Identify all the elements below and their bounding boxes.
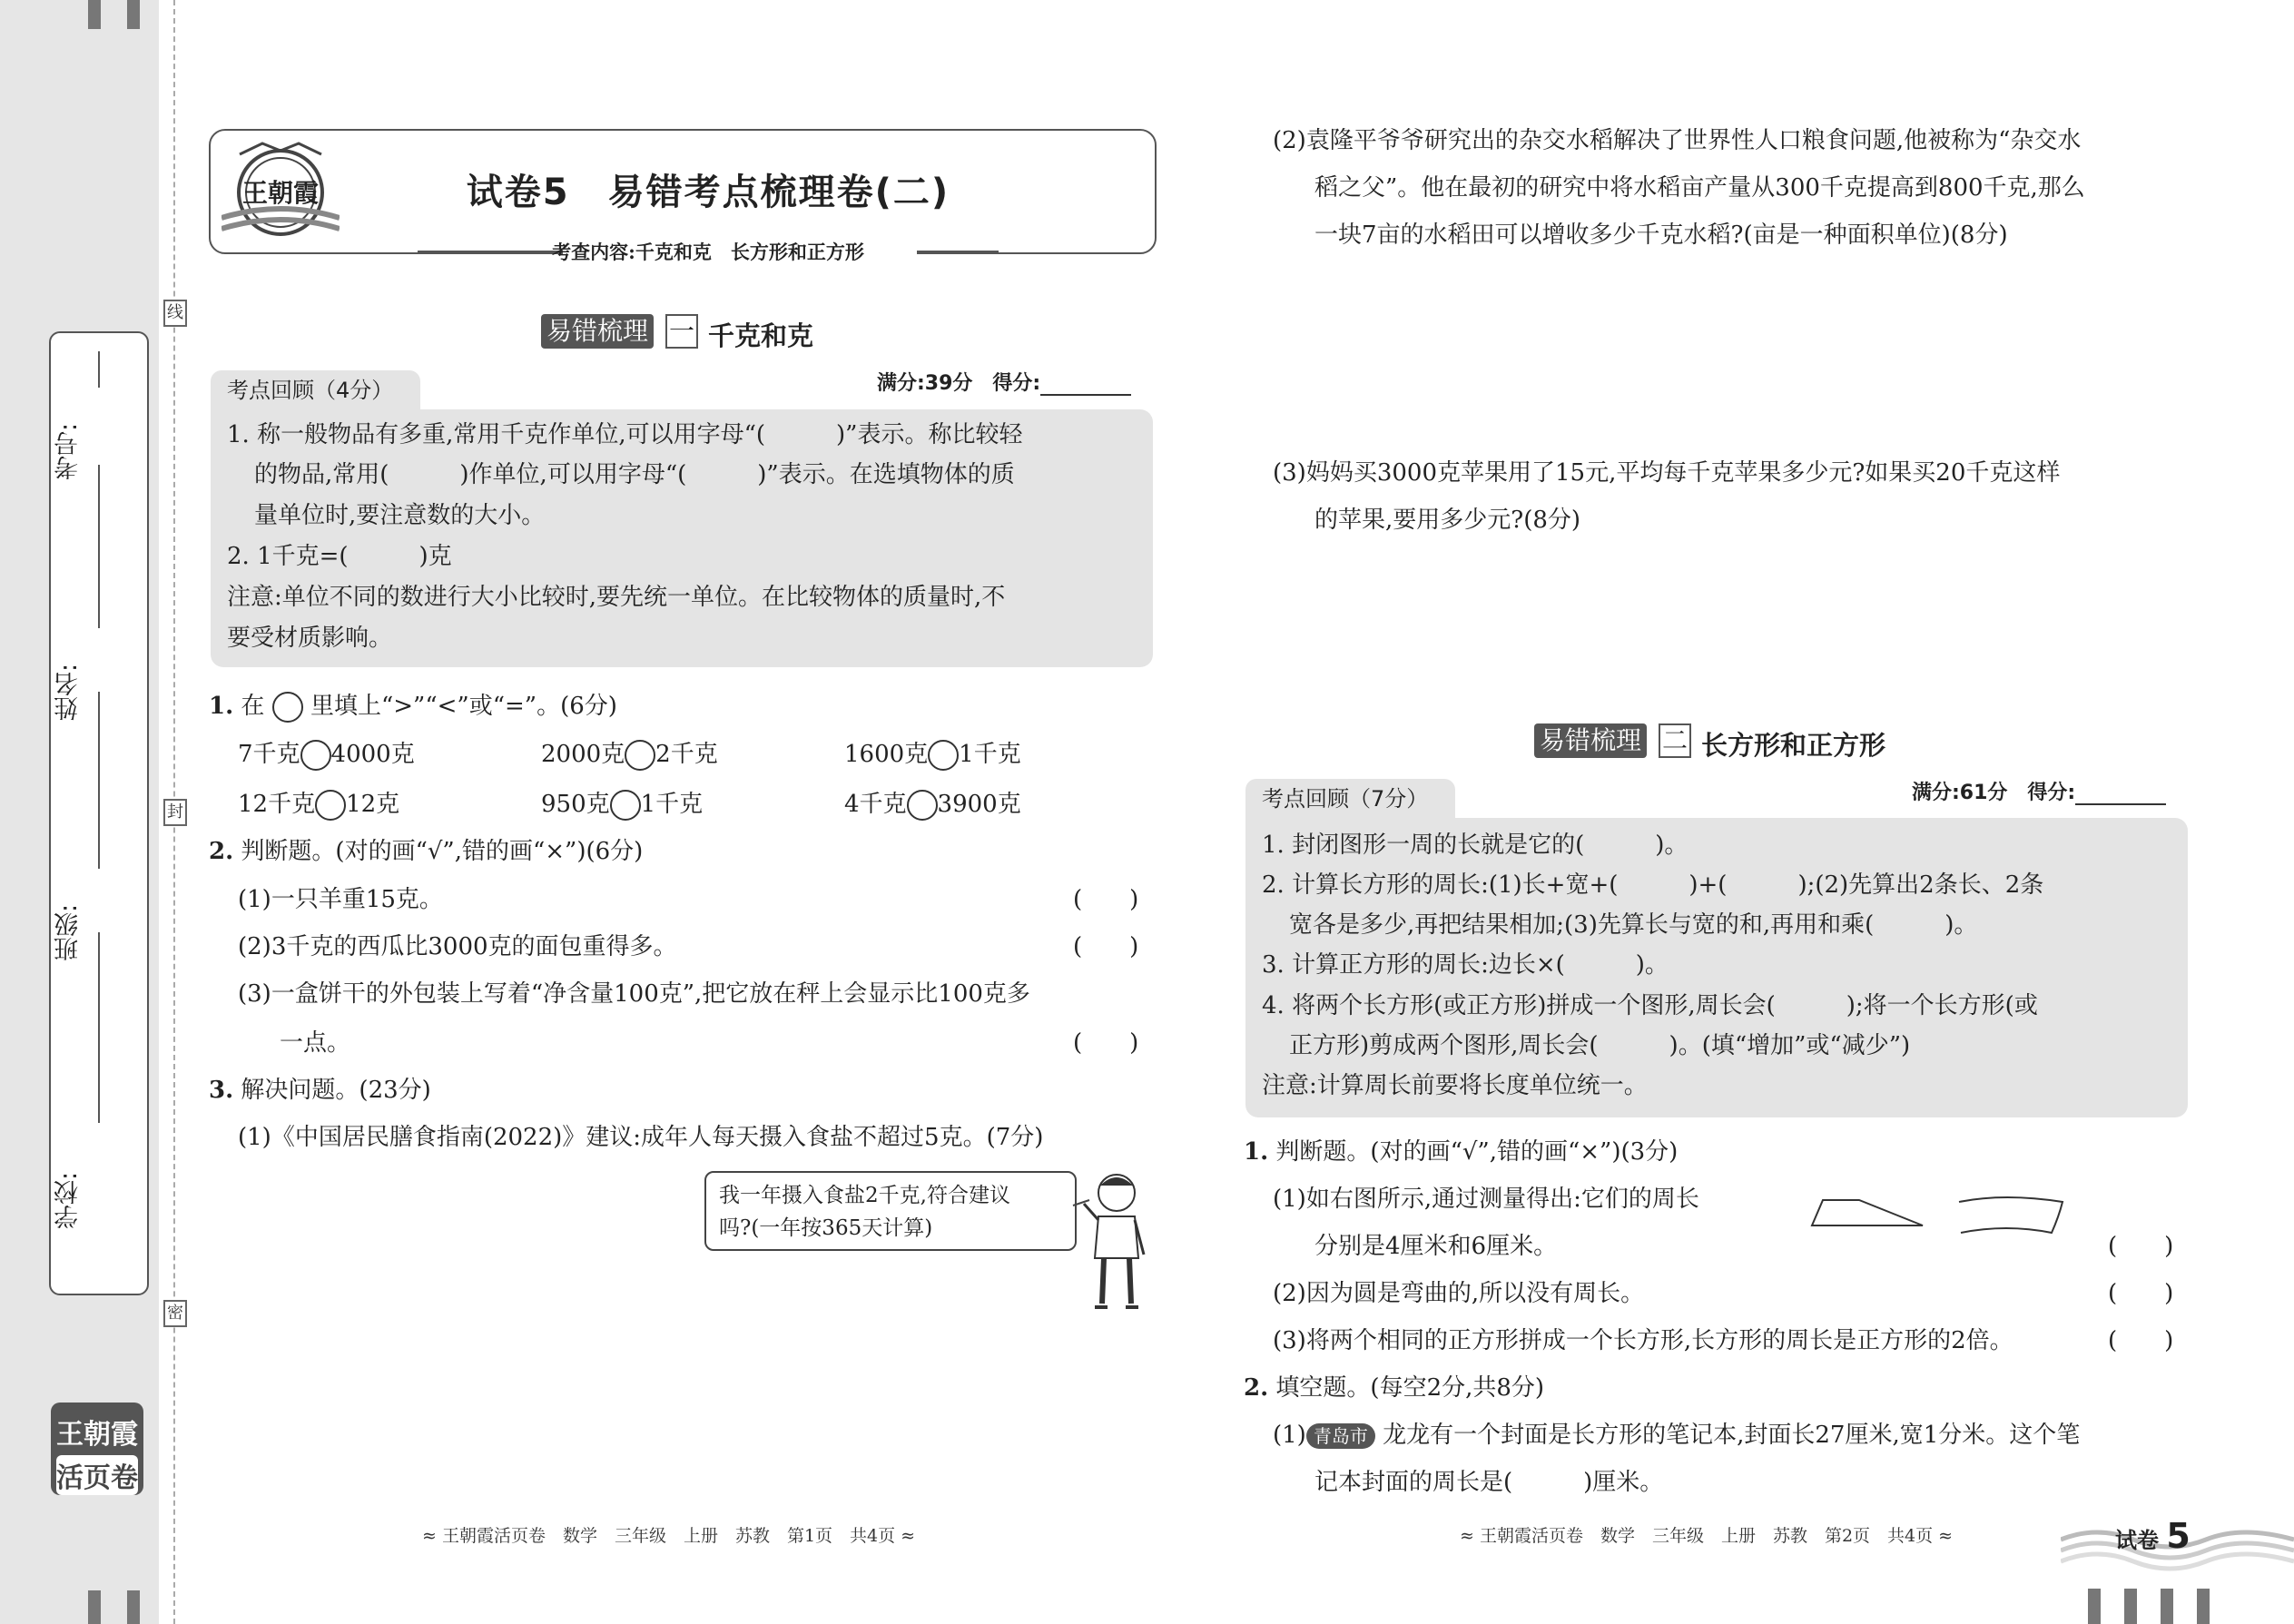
compare-left: 7千克 bbox=[238, 741, 300, 768]
binding-bar bbox=[88, 1590, 101, 1624]
answer-paren[interactable]: ( ) bbox=[2108, 1233, 2174, 1260]
compare-item bbox=[844, 740, 1021, 771]
compare-circle[interactable] bbox=[625, 740, 655, 771]
city-tag: 青岛市 bbox=[1306, 1423, 1375, 1449]
s1-q3-2-line: (2)袁隆平爷爷研究出的杂交水稻解决了世界性人口粮食问题,他被称为“杂交水 bbox=[1273, 127, 2082, 154]
section2-score bbox=[1912, 777, 2166, 805]
footer-right: ≈ 王朝霞活页卷 数学 三年级 上册 苏教 第2页 共4页 ≈ bbox=[1460, 1526, 1954, 1546]
compare-circle[interactable] bbox=[928, 740, 959, 771]
section1-name: 千克和克 bbox=[708, 320, 814, 351]
binding-bar bbox=[127, 1590, 140, 1624]
footer-left: ≈ 王朝霞活页卷 数学 三年级 上册 苏教 第1页 共4页 ≈ bbox=[422, 1526, 916, 1546]
binding-bar bbox=[127, 0, 140, 29]
compare-circle[interactable] bbox=[907, 790, 938, 821]
s1-q1-rest: 里填上“>”“<”或“=”。(6分) bbox=[310, 693, 617, 720]
compare-left: 2000克 bbox=[541, 741, 625, 768]
s1-q3-num: 3. bbox=[209, 1077, 234, 1104]
compare-circle[interactable] bbox=[315, 790, 346, 821]
id-field[interactable] bbox=[98, 351, 100, 388]
section2-score-field[interactable] bbox=[2075, 785, 2166, 805]
s1-q3-2-line: 一块7亩的水稻田可以增收多少千克水稻?(亩是一种面积单位)(8分) bbox=[1314, 221, 2008, 249]
answer-paren[interactable]: ( ) bbox=[1073, 886, 1139, 913]
answer-paren[interactable]: ( ) bbox=[1073, 933, 1139, 960]
wave-decoration-icon bbox=[2061, 1489, 2294, 1624]
s2-q2-1-num: (1) bbox=[1273, 1422, 1306, 1449]
student-info-box bbox=[49, 331, 149, 1295]
compare-left: 950克 bbox=[541, 791, 610, 818]
s1-q1-title: 在 bbox=[241, 693, 265, 720]
compare-item bbox=[844, 790, 1021, 821]
bubble-line: 我一年摄入食盐2千克,符合建议 bbox=[719, 1184, 1010, 1207]
s2-q2-heading bbox=[1244, 1376, 1544, 1400]
brand-bottom-text: 活页卷 bbox=[56, 1455, 138, 1495]
review2-line: 4. 将两个长方形(或正方形)拼成一个图形,周长会( );将一个长方形(或 bbox=[1262, 992, 2038, 1019]
compare-right: 1千克 bbox=[959, 741, 1021, 768]
paper-badge-num: 5 bbox=[2166, 1516, 2191, 1556]
section1-score bbox=[877, 368, 1131, 396]
compare-right: 1千克 bbox=[640, 791, 704, 818]
s1-q3-1: (1)《中国居民膳食指南(2022)》建议:成年人每天摄入食盐不超过5克。(7分) bbox=[238, 1124, 1044, 1151]
s1-q2-title: 判断题。(对的画“√”,错的画“×”)(6分) bbox=[241, 838, 644, 865]
s2-q1-title: 判断题。(对的画“√”,错的画“×”)(3分) bbox=[1275, 1138, 1679, 1166]
compare-item bbox=[541, 740, 718, 771]
name-label: 姓名: bbox=[54, 663, 83, 721]
s1-q2-item: 一点。 bbox=[280, 1029, 351, 1057]
review2-line: 3. 计算正方形的周长:边长×( )。 bbox=[1262, 951, 1669, 979]
s2-q2-num: 2. bbox=[1244, 1374, 1269, 1402]
school-label: 学校: bbox=[54, 1171, 83, 1229]
s1-q3-3-line: 的苹果,要用多少元?(8分) bbox=[1314, 507, 1581, 534]
speech-bubble bbox=[704, 1171, 1077, 1251]
review1-line: 注意:单位不同的数进行大小比较时,要先统一单位。在比较物体的质量时,不 bbox=[227, 584, 1006, 611]
s1-q2-num: 2. bbox=[209, 838, 234, 865]
review2-line: 1. 封闭图形一周的长就是它的( )。 bbox=[1262, 832, 1689, 859]
page-title: 试卷5 易错考点梳理卷(二) bbox=[466, 172, 950, 213]
review2-line: 正方形)剪成两个图形,周长会( )。(填“增加”或“减少”) bbox=[1289, 1032, 1911, 1059]
s1-q1-num: 1. bbox=[209, 693, 234, 720]
s2-q1-num: 1. bbox=[1244, 1138, 1269, 1166]
bind-mark-seal: 封 bbox=[163, 799, 187, 826]
brand-logo bbox=[51, 1403, 143, 1495]
compare-right: 3900克 bbox=[937, 791, 1021, 818]
s2-q2-1-text: 龙龙有一个封面是长方形的笔记本,封面长27厘米,宽1分米。这个笔 bbox=[1383, 1422, 2081, 1449]
review2-line: 2. 计算长方形的周长:(1)长+宽+( )+( );(2)先算出2条长、2条 bbox=[1262, 871, 2044, 899]
answer-paren[interactable]: ( ) bbox=[1073, 1029, 1139, 1057]
s1-q2-item: (1)一只羊重15克。 bbox=[238, 886, 443, 913]
s1-q3-3-line: (3)妈妈买3000克苹果用了15元,平均每千克苹果多少元?如果买20千克这样 bbox=[1273, 459, 2061, 487]
page-subtitle: 考查内容:千克和克 长方形和正方形 bbox=[552, 241, 864, 263]
compare-left: 12千克 bbox=[238, 791, 316, 818]
s1-q2-item: (2)3千克的西瓜比3000克的面包重得多。 bbox=[238, 933, 677, 960]
compare-right: 4000克 bbox=[330, 741, 415, 768]
section1-tag: 易错梳理 bbox=[541, 314, 654, 349]
answer-paren[interactable]: ( ) bbox=[2108, 1327, 2174, 1354]
paper-badge bbox=[2115, 1516, 2191, 1556]
review1-line: 量单位时,要注意数的大小。 bbox=[254, 502, 546, 529]
review1-line: 2. 1千克=( )克 bbox=[227, 543, 452, 570]
section2-num: 二 bbox=[1659, 723, 1691, 758]
section2-tag: 易错梳理 bbox=[1534, 723, 1647, 758]
s1-q1-heading bbox=[209, 692, 617, 723]
answer-paren[interactable]: ( ) bbox=[2108, 1280, 2174, 1307]
section1-score-field[interactable] bbox=[1040, 376, 1131, 396]
shapes-figure-icon bbox=[1807, 1189, 2070, 1244]
s2-q1-heading bbox=[1244, 1140, 1678, 1164]
paper-badge-label: 试卷 bbox=[2115, 1528, 2159, 1553]
compare-left: 1600克 bbox=[844, 741, 929, 768]
bind-mark-line: 线 bbox=[163, 300, 187, 327]
class-label: 班级: bbox=[54, 903, 83, 961]
compare-item bbox=[238, 740, 415, 771]
review1-line: 的物品,常用( )作单位,可以用字母“( )”表示。在选填物体的质 bbox=[254, 461, 1015, 488]
review2-line: 宽各是多少,再把结果相加;(3)先算长与宽的和,再用和乘( )。 bbox=[1289, 911, 1978, 939]
s2-q1-item: 分别是4厘米和6厘米。 bbox=[1314, 1233, 1558, 1260]
compare-circle[interactable] bbox=[610, 790, 641, 821]
review1-line: 1. 称一般物品有多重,常用千克作单位,可以用字母“( )”表示。称比较轻 bbox=[227, 421, 1023, 448]
compare-left: 4千克 bbox=[844, 791, 907, 818]
boy-illustration-icon bbox=[1071, 1167, 1162, 1313]
s2-q2-1-line1 bbox=[1273, 1423, 2080, 1447]
s2-q2-1-line2: 记本封面的周长是( )厘米。 bbox=[1314, 1469, 1664, 1496]
compare-right: 2千克 bbox=[655, 741, 718, 768]
s2-q2-title: 填空题。(每空2分,共8分) bbox=[1275, 1374, 1545, 1402]
compare-right: 12克 bbox=[346, 791, 400, 818]
s2-q1-item: (3)将两个相同的正方形拼成一个长方形,长方形的周长是正方形的2倍。 bbox=[1273, 1327, 2013, 1354]
seal-text: 王朝霞 bbox=[241, 178, 320, 208]
binding-bar bbox=[88, 0, 101, 29]
section1-review-tab: 考点回顾（4分） bbox=[211, 370, 420, 410]
section2-name: 长方形和正方形 bbox=[1701, 730, 1886, 761]
bubble-line: 吗?(一年按365天计算) bbox=[719, 1216, 933, 1240]
s1-q3-heading bbox=[209, 1078, 431, 1102]
s1-q2-heading bbox=[209, 840, 643, 863]
section2-score-label: 满分:61分 得分: bbox=[1912, 782, 2076, 804]
s1-q3-title: 解决问题。(23分) bbox=[241, 1077, 431, 1104]
review1-line: 要受材质影响。 bbox=[227, 625, 393, 652]
section1-num: 一 bbox=[665, 314, 698, 349]
s1-q3-2-line: 稻之父”。他在最初的研究中将水稻亩产量从300千克提高到800千克,那么 bbox=[1314, 174, 2085, 202]
circle-icon bbox=[272, 692, 303, 723]
compare-item bbox=[238, 790, 399, 821]
s2-q1-item: (2)因为圆是弯曲的,所以没有周长。 bbox=[1273, 1280, 1645, 1307]
brand-top-text: 王朝霞 bbox=[56, 1419, 138, 1451]
s1-q2-item: (3)一盒饼干的外包装上写着“净含量100克”,把它放在秤上会显示比100克多 bbox=[238, 980, 1030, 1008]
review2-line: 注意:计算周长前要将长度单位统一。 bbox=[1262, 1072, 1648, 1099]
id-label: 考号: bbox=[54, 422, 83, 480]
bind-mark-secret: 密 bbox=[163, 1300, 187, 1327]
section2-review-tab: 考点回顾（7分） bbox=[1245, 779, 1455, 819]
s2-q1-item: (1)如右图所示,通过测量得出:它们的周长 bbox=[1273, 1186, 1699, 1213]
compare-item bbox=[541, 790, 703, 821]
section1-score-label: 满分:39分 得分: bbox=[877, 372, 1041, 395]
compare-circle[interactable] bbox=[300, 740, 331, 771]
